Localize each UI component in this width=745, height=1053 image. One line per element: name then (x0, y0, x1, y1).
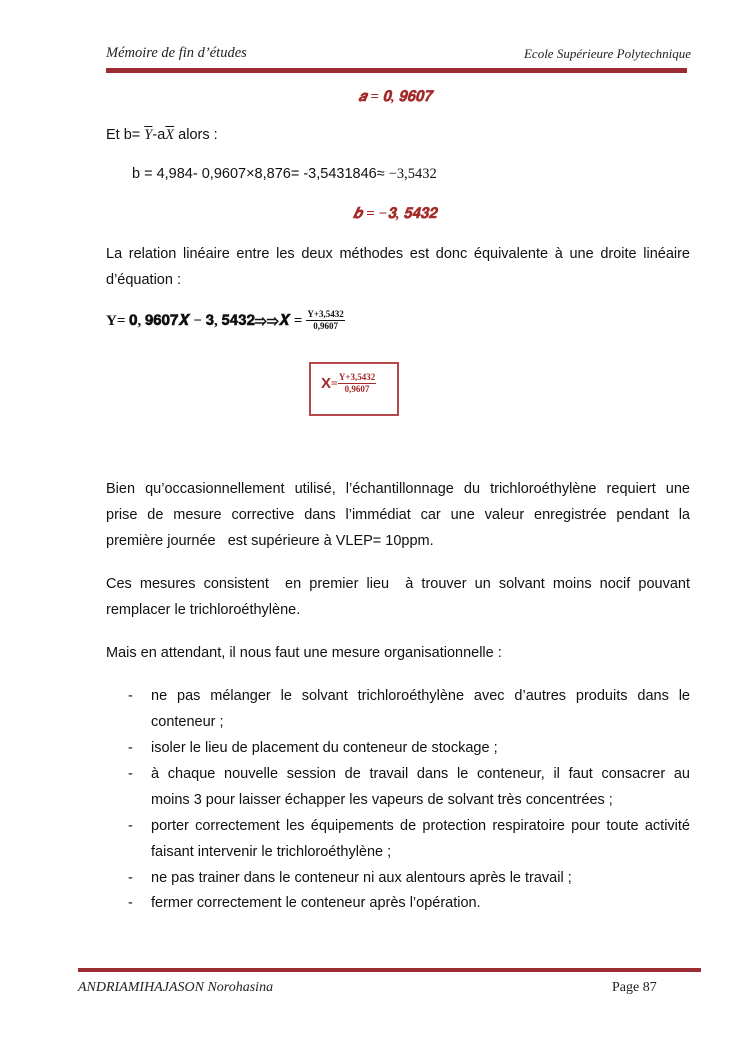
bullet-4-line-2: faisant intervenir le trichloroéthylène ; (151, 844, 392, 860)
y-equation (106, 309, 345, 332)
header-left-title: Mémoire de fin d’études (106, 45, 247, 61)
header-rule (106, 68, 687, 73)
bullet-dash-6: - (128, 895, 133, 911)
b-result-equation: 𝒃 = −𝟑, 𝟓𝟒𝟑𝟐 (353, 206, 437, 222)
bullet-3-line-2: moins 3 pour laisser échapper les vapeurs de solvant très concentrées ; (151, 792, 613, 808)
paragraph-1-line-3: première journée est supérieure à VLEP= 10ppm. (106, 533, 434, 549)
bullet-dash-1: - (128, 688, 133, 704)
bullet-dash-3: - (128, 766, 133, 782)
bullet-dash-5: - (128, 870, 133, 886)
boxed-fraction (338, 372, 376, 395)
bullet-dash-2: - (128, 740, 133, 756)
b-calc-approx: −3,5432 (388, 166, 437, 182)
paragraph-1-line-1: Bien qu’occasionnellement utilisé, l’échantillonnage du trichloroéthylène requiert une (106, 481, 690, 497)
y-equation-text: Y= 𝟎, 𝟗𝟔𝟎𝟕𝑿 − 𝟑, 𝟓𝟒𝟑𝟐⇒⇒𝑿 = (106, 312, 303, 329)
header-right-title: Ecole Supérieure Polytechnique (523, 46, 691, 61)
b-def-suffix: alors : (174, 127, 218, 143)
boxed-x-symbol: X (321, 375, 332, 392)
boxed-equals: = (331, 376, 338, 390)
bullet-6: fermer correctement le conteneur après l’opération. (151, 895, 481, 911)
paragraph-2-line-1: Ces mesures consistent en premier lieu à trouver un solvant moins nocif pouvant (106, 576, 690, 592)
relation-line-2: d’équation : (106, 272, 181, 288)
b-def-mid: -a (152, 127, 166, 143)
bullet-2: isoler le lieu de placement du conteneur de stockage ; (151, 740, 498, 756)
bullet-3-line-1: à chaque nouvelle session de travail dans le conteneur, il faut consacrer au (151, 766, 690, 782)
footer-rule (78, 968, 701, 972)
bullet-dash-4: - (128, 818, 133, 834)
y-bar-symbol: $\overline{Y}$ (144, 127, 153, 143)
b-def-prefix: Et b= (106, 127, 141, 143)
footer-author: ANDRIAMIHAJASON Norohasina (78, 980, 274, 995)
bullet-5: ne pas trainer dans le conteneur ni aux alentours après le travail ; (151, 870, 572, 886)
b-calculation (132, 166, 437, 183)
paragraph-3: Mais en attendant, il nous faut une mesure organisationnelle : (106, 645, 502, 661)
boxed-fraction-denominator: 0,9607 (344, 384, 370, 394)
paragraph-1-line-2: prise de mesure corrective dans l’immédiat car une valeur enregistrée pendant la (106, 507, 690, 523)
a-result-equation: 𝒂 = 𝟎, 𝟗𝟔𝟎𝟕 (358, 89, 432, 105)
page-number: Page 87 (612, 980, 657, 995)
x-bar-symbol: $\overline{X}$ (165, 127, 175, 143)
bullet-1-line-2: conteneur ; (151, 714, 224, 730)
x-fraction-denominator: 0,9607 (313, 321, 338, 331)
boxed-fraction-numerator: Y+3,5432 (338, 372, 376, 382)
bullet-1-line-1: ne pas mélanger le solvant trichloroéthylène avec d’autres produits dans le (151, 688, 690, 704)
b-calc-text: b = 4,984- 0,9607×8,876= -3,5431846≈ (132, 166, 385, 182)
bullet-4-line-1: porter correctement les équipements de protection respiratoire pour toute activité (151, 818, 690, 834)
x-fraction (306, 309, 344, 332)
b-definition (106, 127, 218, 144)
relation-line-1: La relation linéaire entre les deux méthodes est donc équivalente à une droite linéaire (106, 246, 690, 262)
paragraph-2-line-2: remplacer le trichloroéthylène. (106, 602, 301, 618)
x-fraction-numerator: Y+3,5432 (307, 309, 344, 319)
boxed-formula (309, 362, 399, 416)
